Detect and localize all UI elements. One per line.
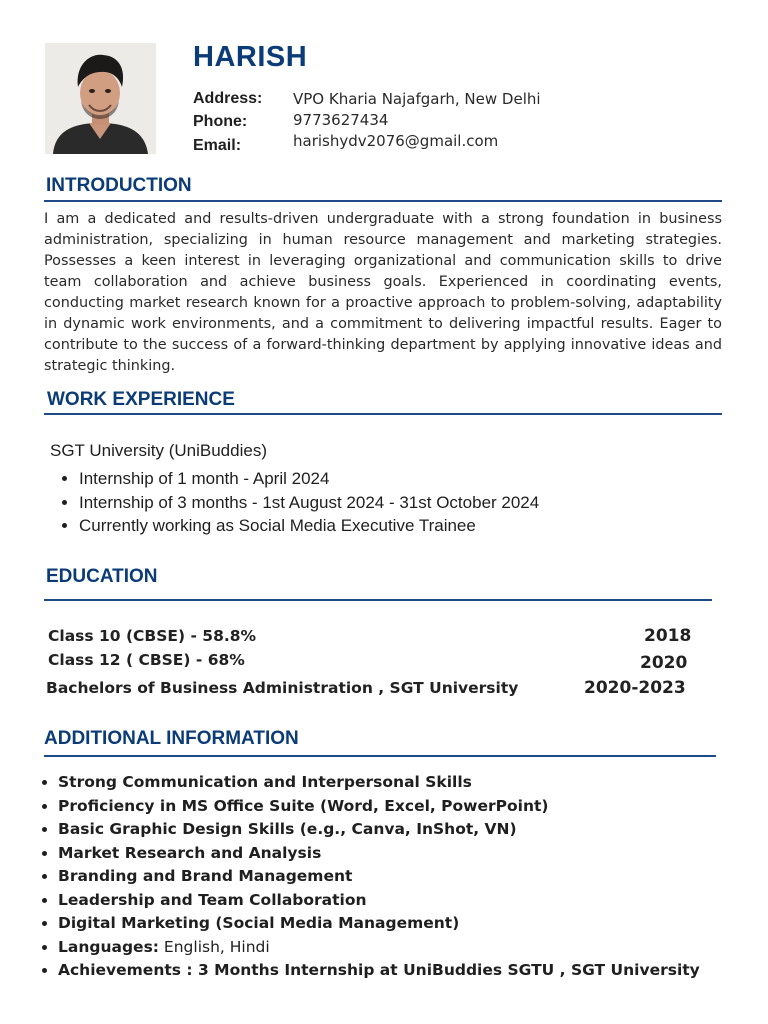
work-item: • Internship of 1 month - April 2024 — [79, 467, 539, 491]
additional-info-divider — [44, 755, 716, 757]
additional-info-item: • Strong Communication and Interpersonal Skills — [58, 771, 700, 795]
additional-info-list — [38, 771, 700, 983]
languages-value: English, Hindi — [159, 937, 270, 956]
education-heading: EDUCATION — [46, 566, 158, 587]
email-value: harishydv2076@gmail.com — [293, 132, 499, 150]
additional-info-item: • Branding and Brand Management — [58, 865, 700, 889]
additional-info-item: • Proficiency in MS Office Suite (Word, Excel, PowerPoint) — [58, 795, 700, 819]
work-experience-heading: WORK EXPERIENCE — [47, 389, 235, 410]
work-item: • Internship of 3 months - 1st August 2024 - 31st October 2024 — [79, 491, 539, 515]
additional-info-item: • Leadership and Team Collaboration — [58, 889, 700, 913]
achievements-item: • Achievements : 3 Months Internship at UniBuddies SGTU , SGT University — [58, 959, 700, 983]
address-label: Address: — [193, 90, 263, 107]
education-divider — [44, 599, 712, 601]
work-organization: SGT University (UniBuddies) — [50, 441, 267, 460]
additional-info-item: • Market Research and Analysis — [58, 842, 700, 866]
additional-info-heading: ADDITIONAL INFORMATION — [44, 728, 299, 749]
candidate-name: HARISH — [193, 41, 308, 73]
additional-info-item: • Digital Marketing (Social Media Management) — [58, 912, 700, 936]
phone-label: Phone: — [193, 113, 248, 130]
introduction-divider — [44, 200, 722, 202]
introduction-heading: INTRODUCTION — [46, 175, 192, 196]
work-experience-divider — [44, 413, 722, 415]
phone-value: 9773627434 — [293, 111, 389, 129]
additional-info-item: • Basic Graphic Design Skills (e.g., Canva, InShot, VN) — [58, 818, 700, 842]
work-item: • Currently working as Social Media Executive Trainee — [79, 514, 539, 538]
profile-photo — [45, 43, 156, 154]
education-entry-year: 2020-2023 — [584, 678, 686, 698]
work-list — [48, 467, 539, 538]
email-label: Email: — [193, 137, 242, 154]
languages-item — [58, 936, 700, 960]
languages-label: Languages: — [58, 937, 159, 956]
education-entry-label: Class 12 ( CBSE) - 68% — [48, 651, 245, 669]
introduction-text: I am a dedicated and results-driven undergraduate with a strong foundation in business administration, specializing in human resource management and marketing strategies. Possesses a keen interest in leveraging organizational and communication skills to drive team collaboration and achieve business goals. Experienced in coordinating events, conducting market research known for a proactive approach to problem-solving, adaptability in dynamic work environments, and a commitment to delivering impactful results. Eager to contribute to the success of a forward-thinking department by applying innovative ideas and strategic thinking. — [44, 211, 722, 374]
address-value: VPO Kharia Najafgarh, New Delhi — [293, 90, 541, 108]
education-entry-year: 2018 — [644, 626, 692, 646]
education-entry-label: Class 10 (CBSE) - 58.8% — [48, 627, 257, 645]
education-entry-year: 2020 — [640, 653, 688, 673]
education-entry-label: Bachelors of Business Administration , SGT University — [46, 679, 519, 697]
person-photo-icon — [45, 43, 156, 154]
